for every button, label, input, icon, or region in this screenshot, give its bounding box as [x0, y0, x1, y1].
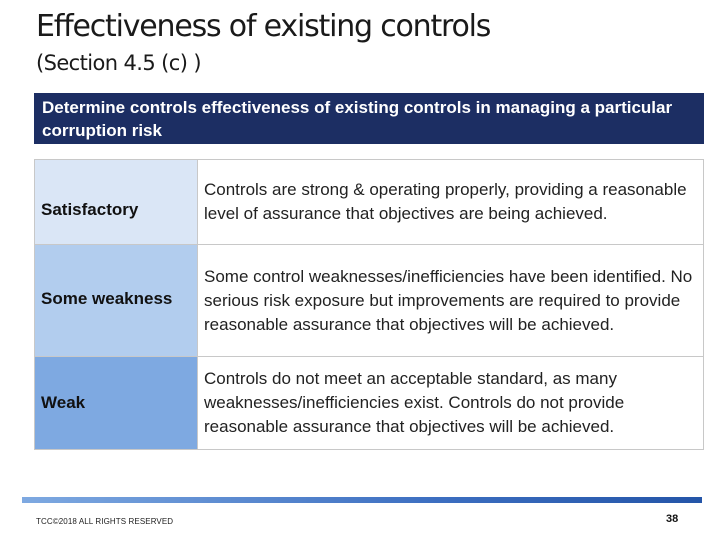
footer-bar [22, 497, 702, 503]
slide-title: Effectiveness of existing controls [36, 9, 491, 44]
rating-label [35, 357, 198, 450]
rating-description: Controls do not meet an acceptable standard, as many weaknesses/inefficiencies exist. Controls do not provide reasonable assurance that objectives will be achieved. [198, 357, 704, 450]
rating-label [35, 245, 198, 357]
rating-label-text: Weak [41, 393, 86, 412]
slide-subtitle: (Section 4.5 (c) ) [36, 51, 201, 75]
table-row [35, 245, 704, 357]
rating-description: Controls are strong & operating properly, providing a reasonable level of assurance that objectives are being achieved. [198, 160, 704, 245]
table-row [35, 357, 704, 450]
rating-label-text: Some weakness [41, 288, 173, 308]
footer-copyright: TCC©2018 ALL RIGHTS RESERVED [36, 517, 174, 526]
table-row [35, 160, 704, 245]
instruction-banner: Determine controls effectiveness of existing controls in managing a particular corruption risk [34, 93, 704, 144]
page-number: 38 [666, 513, 679, 525]
rating-description: Some control weaknesses/inefficiencies have been identified. No serious risk exposure but improvements are required to provide reasonable assurance that objectives will be achieved. [198, 245, 704, 357]
rating-label-text: Satisfactory [41, 200, 139, 219]
effectiveness-rating-table [34, 159, 704, 450]
rating-label [35, 160, 198, 245]
